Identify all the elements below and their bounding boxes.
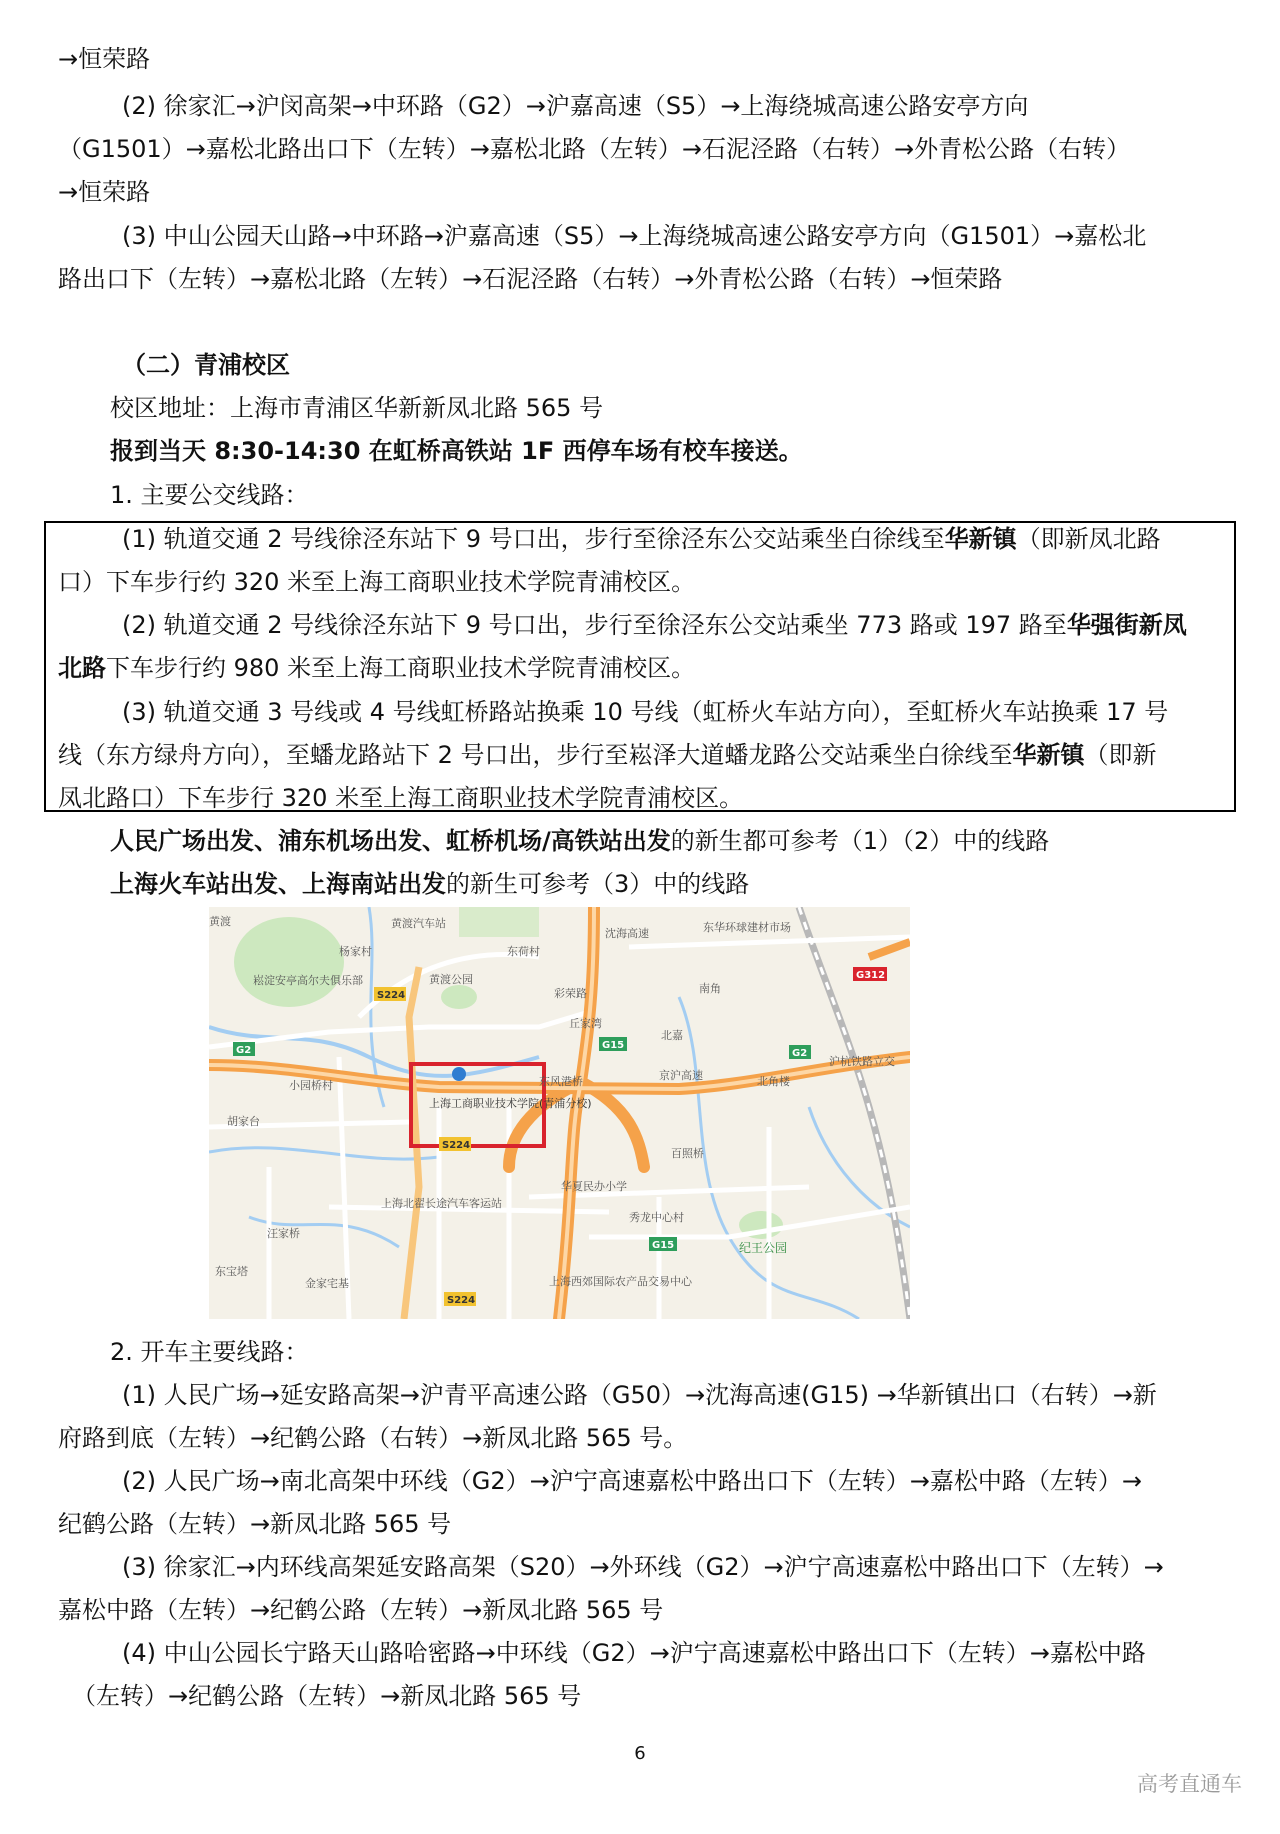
bus-route-2-line-2: 北路下车步行约 980 米至上海工商职业技术学院青浦校区。 <box>58 654 696 682</box>
campus-location-map <box>209 907 910 1319</box>
shield-g312: G312 <box>856 970 886 981</box>
stop-huaxin-town: 华新镇 <box>944 525 1017 553</box>
label-huangdu: 黄渡 <box>209 915 231 928</box>
label-hujiatai: 胡家台 <box>227 1115 260 1128</box>
campus-address: 校区地址：上海市青浦区华新新凤北路 565 号 <box>110 394 604 422</box>
label-huaxia-school: 华夏民办小学 <box>561 1180 627 1193</box>
label-huangdu-park: 黄渡公园 <box>429 973 473 986</box>
label-wangjiaqiao: 汪家桥 <box>267 1227 300 1240</box>
map-park-huangdu <box>441 985 477 1009</box>
watermark: 高考直通车 <box>1137 1772 1242 1796</box>
drive-route-2-line-1: (2) 人民广场→南北高架中环线（G2）→沪宁高速嘉松中路出口下（左转）→嘉松中路（左转）→ <box>122 1467 1142 1495</box>
label-campus: 上海工商职业技术学院(青浦分校) <box>429 1097 592 1110</box>
label-jinjia-zhaiji: 金家宅基 <box>305 1277 349 1290</box>
label-beijia: 北嘉 <box>661 1029 683 1042</box>
map-graphic <box>209 907 910 1319</box>
label-huangdu-bus-station: 黄渡汽车站 <box>391 917 446 930</box>
drive-route-1-line-1: (1) 人民广场→延安路高架→沪青平高速公路（G50）→沈海高速(G15) →华新镇出口（右转）→新 <box>122 1381 1157 1409</box>
stop-huaqiang-street: 华强街新凤 <box>1066 611 1187 639</box>
shield-s224-south: S224 <box>447 1295 476 1306</box>
label-dongbaota: 东宝塔 <box>215 1265 248 1278</box>
map-park-golf <box>234 917 344 1007</box>
drive-route-4-line-1: (4) 中山公园长宁路天山路哈密路→中环线（G2）→沪宁高速嘉松中路出口下（左转）→嘉松中路 <box>122 1639 1146 1667</box>
driving-routes-heading: 2. 开车主要线路： <box>110 1338 309 1366</box>
section-title: （二）青浦校区 <box>122 351 290 379</box>
route-continuation-line: →恒荣路 <box>58 45 151 73</box>
label-beidi-bus-station: 上海北翟长途汽车客运站 <box>381 1197 502 1210</box>
label-dongfeng-bridge: 东风港桥 <box>539 1075 583 1088</box>
drive-route-3-line-1: (3) 徐家汇→内环线高架延安路高架（S20）→外环线（G2）→沪宁高速嘉松中路出口下（左转）→ <box>122 1553 1164 1581</box>
drive-route-2-line-2: 纪鹤公路（左转）→新凤北路 565 号 <box>58 1510 452 1538</box>
label-jiwang-park: 纪王公园 <box>739 1241 788 1255</box>
drive-route-1-line-2: 府路到底（左转）→纪鹤公路（右转）→新凤北路 565 号。 <box>58 1424 688 1452</box>
label-shenhai-expressway: 沈海高速 <box>605 927 649 940</box>
label-xiulong-village: 秀龙中心村 <box>629 1211 684 1224</box>
label-baizhaoqiao: 百照桥 <box>671 1147 704 1160</box>
label-xiaoyuanqiao-village: 小园桥村 <box>289 1079 333 1092</box>
label-golf-club: 崧淀安亭高尔夫俱乐部 <box>253 974 363 987</box>
label-railway-overpass: 沪杭铁路立交 <box>829 1055 895 1068</box>
page-number: 6 <box>634 1743 646 1764</box>
shield-s224-mid: S224 <box>442 1140 471 1151</box>
stop-huaxin-town-2: 华新镇 <box>1012 741 1085 769</box>
shield-g2-east: G2 <box>792 1048 808 1059</box>
route-2-line-2: （G1501）→嘉松北路出口下（左转）→嘉松北路（左转）→石泥泾路（右转）→外青松公路（右转） <box>58 135 1131 163</box>
note-routes-1-2: 人民广场出发、浦东机场出发、虹桥机场/高铁站出发的新生都可参考（1）（2）中的线路 <box>110 827 1050 855</box>
label-beijiaolou: 北角楼 <box>757 1075 790 1088</box>
bus-routes-heading: 1. 主要公交线路： <box>110 481 309 509</box>
bus-route-3-line-2: 线（东方绿舟方向），至蟠龙路站下 2 号口出，步行至崧泽大道蟠龙路公交站乘坐白徐线至华新镇（即新 <box>58 741 1157 769</box>
label-nanjiao: 南角 <box>699 982 721 995</box>
label-yangjia-village: 杨家村 <box>339 945 372 958</box>
note-route-3: 上海火车站出发、上海南站出发的新生可参考（3）中的线路 <box>110 870 750 898</box>
shield-g2-west: G2 <box>236 1045 252 1056</box>
route-3-line-1: (3) 中山公园天山路→中环路→沪嘉高速（S5）→上海绕城高速公路安亭方向（G1501）→嘉松北 <box>122 222 1147 250</box>
campus-pin-icon <box>452 1067 466 1081</box>
drive-route-3-line-2: 嘉松中路（左转）→纪鹤公路（左转）→新凤北路 565 号 <box>58 1596 664 1624</box>
label-donghe-village: 东荷村 <box>507 945 540 958</box>
shield-g15-north: G15 <box>602 1040 625 1051</box>
bus-route-1-line-1: (1) 轨道交通 2 号线徐泾东站下 9 号口出，步行至徐泾东公交站乘坐白徐线至华新镇（即新凤北路 <box>122 525 1161 553</box>
label-building-market: 东华环球建材市场 <box>703 921 791 934</box>
route-2-line-3: →恒荣路 <box>58 178 151 206</box>
label-cairong-road: 彩荣路 <box>554 987 587 1000</box>
label-jinghu-expressway: 京沪高速 <box>659 1069 703 1082</box>
shield-s224-north: S224 <box>377 990 406 1001</box>
bus-route-3-line-3: 凤北路口）下车步行 320 米至上海工商职业技术学院青浦校区。 <box>58 784 744 812</box>
route-3-line-2: 路出口下（左转）→嘉松北路（左转）→石泥泾路（右转）→外青松公路（右转）→恒荣路 <box>58 265 1003 293</box>
drive-route-4-line-2: （左转）→纪鹤公路（左转）→新凤北路 565 号 <box>72 1682 582 1710</box>
route-2-line-1: (2) 徐家汇→沪闵高架→中环路（G2）→沪嘉高速（S5）→上海绕城高速公路安亭方向 <box>122 92 1029 120</box>
shuttle-notice: 报到当天 8:30-14:30 在虹桥高铁站 1F 西停车场有校车接送。 <box>110 437 803 465</box>
shield-g15-south: G15 <box>652 1240 675 1251</box>
bus-route-2-line-1: (2) 轨道交通 2 号线徐泾东站下 9 号口出，步行至徐泾东公交站乘坐 773 路或 197 路至华强街新凤 <box>122 611 1187 639</box>
label-qiujiawan: 丘家湾 <box>569 1017 602 1030</box>
label-agri-market: 上海西郊国际农产品交易中心 <box>549 1275 692 1288</box>
bus-route-3-line-1: (3) 轨道交通 3 号线或 4 号线虹桥路站换乘 10 号线（虹桥火车站方向），至虹桥火车站换乘 17 号 <box>122 698 1169 726</box>
bus-route-1-line-2: 口）下车步行约 320 米至上海工商职业技术学院青浦校区。 <box>58 568 696 596</box>
